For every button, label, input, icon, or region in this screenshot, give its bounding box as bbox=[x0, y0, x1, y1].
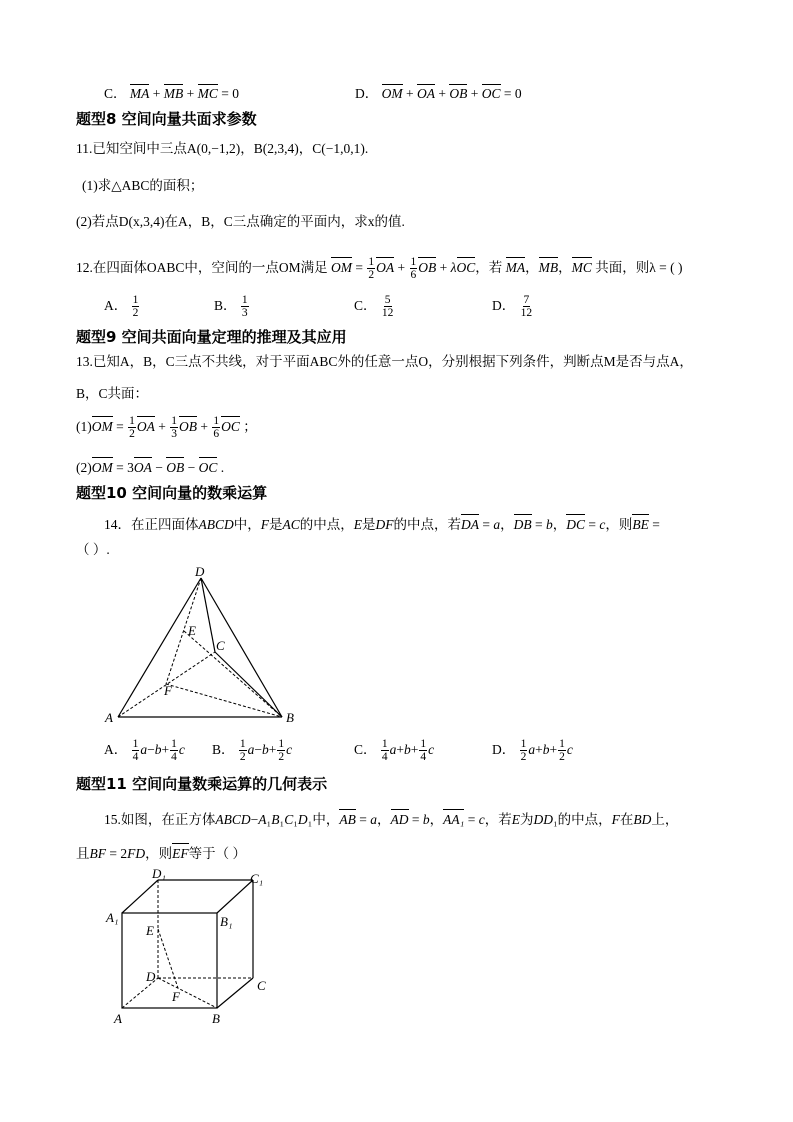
q11-part2: (2)若点D(x,3,4)在A，B，C三点确定的平面内，求x的值. bbox=[76, 214, 405, 229]
label-b: B bbox=[286, 710, 294, 725]
label-c1: C₁ bbox=[250, 871, 264, 886]
label-f: F bbox=[164, 683, 172, 698]
section-9-title: 题型9 空间共面向量定理的推理及其应用 bbox=[76, 328, 347, 346]
label-d: D bbox=[146, 969, 156, 984]
q12-option-b: B． $\frac{1}{3}$ bbox=[214, 294, 248, 320]
section-10-title: 题型10 空间向量的数乘运算 bbox=[76, 484, 268, 502]
q15-line1: 15.如图，在正方体ABCD−A₁B₁C₁D₁中，AB = a，AD = b，AA₁ = c，若E为DD₁的中点，F在BD上， bbox=[104, 807, 678, 829]
tetrahedron-figure bbox=[100, 562, 310, 732]
label-f: F bbox=[172, 989, 180, 1004]
label-d: D bbox=[195, 564, 205, 579]
q14-option-c: C． $\frac{1}{4}$ a+b+ $\frac{1}{4}$ c bbox=[354, 738, 435, 764]
label-e: E bbox=[188, 623, 196, 638]
label-a1: A₁ bbox=[106, 910, 119, 925]
q12-stem: 12.在四面体OABC中，空间的一点OM满足 OM = $\frac{1}{2}$ OA + $\frac{1}{6}$ OB + λOC，若 MA，MB，MC 共面，则λ = ( ) bbox=[76, 256, 683, 282]
q13-line1: 13.已知A，B，C三点不共线，对于平面ABC外的任意一点O，分别根据下列条件，判断点M是否与点A， bbox=[76, 354, 693, 369]
label-c: C bbox=[257, 978, 266, 993]
cube-figure bbox=[100, 868, 290, 1033]
label-d1: D₁ bbox=[152, 868, 166, 881]
label-a: A bbox=[105, 710, 113, 725]
q12-option-a: A． $\frac{1}{2}$ bbox=[104, 294, 139, 320]
label-b1: B₁ bbox=[220, 914, 233, 929]
q14-option-b: B． $\frac{1}{2}$ a−b+ $\frac{1}{2}$ c bbox=[212, 738, 293, 764]
q12-option-c: C． $\frac{5}{12}$ bbox=[354, 294, 394, 320]
option-c-top: C． MA + MB + MC = 0 bbox=[104, 82, 239, 102]
q14-option-a: A． $\frac{1}{4}$ a−b+ $\frac{1}{4}$ c bbox=[104, 738, 185, 764]
section-11-title: 题型11 空间向量数乘运算的几何表示 bbox=[76, 775, 328, 793]
q14-stem: 14．在正四面体ABCD中，F是AC的中点，E是DF的中点，若DA = a，DB = b，DC = c，则BE = bbox=[104, 512, 660, 534]
q13-cond1: (1)OM = $\frac{1}{2}$ OA + $\frac{1}{3}$ OB + $\frac{1}{6}$ OC ； bbox=[76, 415, 257, 441]
q14-paren: （ ）. bbox=[76, 542, 110, 557]
label-e: E bbox=[146, 923, 154, 938]
option-d-top: D． OM + OA + OB + OC = 0 bbox=[355, 82, 522, 102]
label-c: C bbox=[216, 638, 225, 653]
q11-stem: 11.已知空间中三点A(0,−1,2)，B(2,3,4)，C(−1,0,1). bbox=[76, 141, 369, 156]
q13-cond2: (2)OM = 3OA − OB − OC . bbox=[76, 455, 224, 477]
q13-line2: B，C共面： bbox=[76, 386, 149, 401]
label-b: B bbox=[212, 1011, 220, 1026]
section-8-title: 题型8 空间向量共面求参数 bbox=[76, 110, 257, 128]
q14-option-d: D． $\frac{1}{2}$ a+b+ $\frac{1}{2}$ c bbox=[492, 738, 573, 764]
label-a: A bbox=[114, 1011, 122, 1026]
q15-line2: 且BF = 2FD，则EF等于（ ） bbox=[76, 841, 246, 863]
q12-option-d: D． $\frac{7}{12}$ bbox=[492, 294, 533, 320]
q11-part1: (1)求△ABC的面积； bbox=[82, 178, 204, 193]
